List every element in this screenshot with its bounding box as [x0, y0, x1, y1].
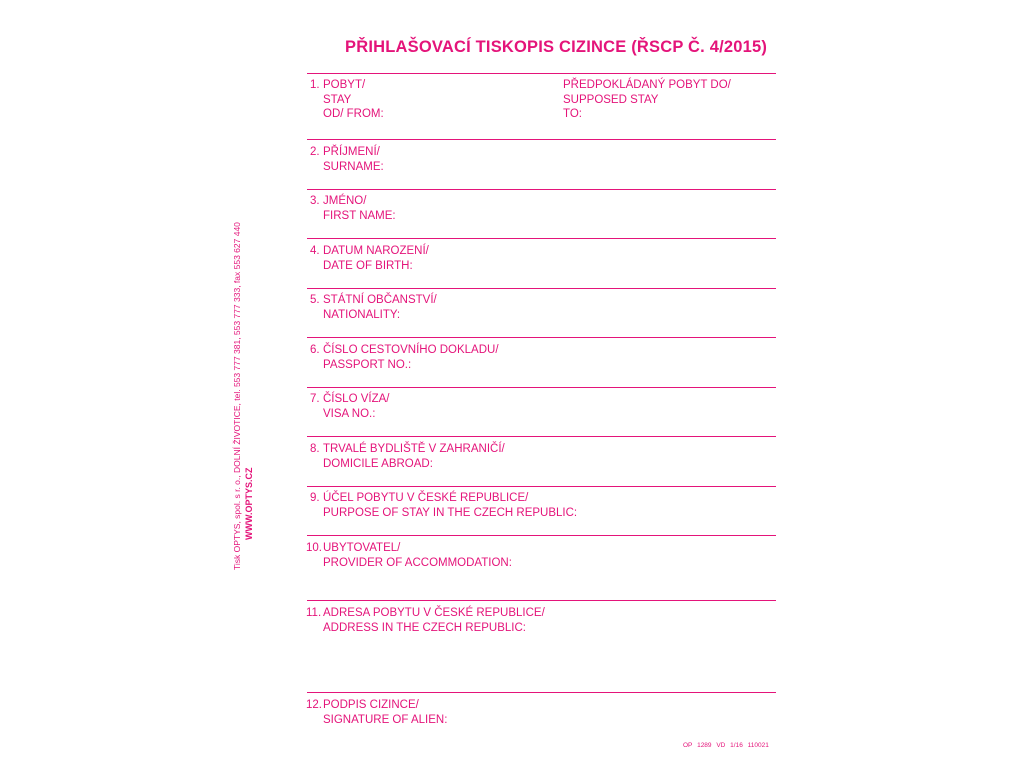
field-label-en: SURNAME: — [323, 160, 384, 173]
field-passport-no — [310, 343, 499, 372]
divider-line — [307, 535, 776, 536]
field-accommodation-provider — [306, 541, 512, 570]
field-stay-to — [563, 78, 731, 122]
field-label-en: DOMICILE ABROAD: — [323, 457, 433, 470]
field-number: 11. — [306, 607, 322, 619]
field-label-cz: ČÍSLO CESTOVNÍHO DOKLADU/ — [323, 344, 499, 356]
field-number: 7. — [310, 393, 320, 405]
field-signature — [306, 698, 447, 727]
field-nationality — [310, 293, 437, 322]
field-label-cz: STÁTNÍ OBČANSTVÍ/ — [323, 294, 437, 306]
field-label-en-2: TO: — [563, 108, 582, 120]
field-label-en: PASSPORT NO.: — [323, 358, 412, 371]
field-label-cz: PODPIS CIZINCE/ — [323, 699, 419, 711]
field-label-cz: POBYT/ — [323, 79, 366, 91]
form-code: OP 1289 VD 1/16 110021 — [683, 742, 769, 749]
field-visa-no — [310, 392, 389, 421]
field-address-in-cz — [306, 606, 545, 635]
field-number: 3. — [310, 195, 320, 207]
divider-line — [307, 139, 776, 140]
field-label-en: ADDRESS IN THE CZECH REPUBLIC: — [323, 621, 526, 634]
field-label-en: SUPPOSED STAY — [563, 93, 659, 106]
divider-line — [307, 600, 776, 601]
field-label-en: PROVIDER OF ACCOMMODATION: — [323, 556, 512, 569]
field-label-cz: UBYTOVATEL/ — [323, 542, 401, 554]
field-label-en: VISA NO.: — [323, 407, 376, 420]
divider-line — [307, 189, 776, 190]
field-domicile-abroad — [310, 442, 505, 471]
printer-website: WWW.OPTYS.CZ — [244, 467, 254, 540]
divider-line — [307, 238, 776, 239]
divider-line — [307, 436, 776, 437]
field-number: 5. — [310, 294, 320, 306]
field-label-cz: ADRESA POBYTU V ČESKÉ REPUBLICE/ — [323, 607, 545, 619]
form-title: PŘIHLAŠOVACÍ TISKOPIS CIZINCE (ŘSCP Č. 4/2015) — [345, 38, 768, 56]
field-label-en: PURPOSE OF STAY IN THE CZECH REPUBLIC: — [323, 506, 578, 519]
divider-line — [307, 486, 776, 487]
field-label-en: NATIONALITY: — [323, 308, 401, 321]
field-purpose-of-stay — [310, 491, 577, 520]
field-label-en: FIRST NAME: — [323, 209, 396, 222]
field-label-cz: PŘÍJMENÍ/ — [323, 146, 380, 158]
divider-line — [307, 337, 776, 338]
divider-line — [307, 692, 776, 693]
field-number: 9. — [310, 492, 320, 504]
field-surname — [310, 145, 384, 174]
field-stay-from — [310, 78, 384, 122]
field-label-cz: ÚČEL POBYTU V ČESKÉ REPUBLICE/ — [323, 492, 529, 504]
divider-line — [307, 288, 776, 289]
field-number: 12. — [306, 699, 322, 711]
field-label-en: DATE OF BIRTH: — [323, 259, 413, 272]
printer-imprint — [231, 222, 255, 570]
field-label-cz: PŘEDPOKLÁDANÝ POBYT DO/ — [563, 79, 731, 91]
field-label-en-2: OD/ FROM: — [323, 108, 384, 120]
field-number: 1. — [310, 79, 320, 91]
field-date-of-birth — [310, 244, 429, 273]
field-number: 6. — [310, 344, 320, 356]
field-label-cz: TRVALÉ BYDLIŠTĚ V ZAHRANIČÍ/ — [323, 443, 505, 455]
field-label-cz: JMÉNO/ — [323, 195, 367, 207]
field-label-en: STAY — [323, 93, 352, 106]
field-label-en: SIGNATURE OF ALIEN: — [323, 713, 448, 726]
divider-line — [307, 73, 776, 74]
field-number: 8. — [310, 443, 320, 455]
field-label-cz: DATUM NAROZENÍ/ — [323, 245, 429, 257]
field-number: 4. — [310, 245, 320, 257]
printer-imprint-text: Tisk OPTYS, spol. s r. o., DOLNÍ ŽIVOTICE, tel. 553 777 381, 553 777 333, fax 553 627 440 — [232, 222, 242, 570]
field-number: 10. — [306, 542, 322, 554]
divider-line — [307, 387, 776, 388]
field-label-cz: ČÍSLO VÍZA/ — [323, 393, 390, 405]
field-first-name — [310, 194, 396, 223]
field-number: 2. — [310, 146, 320, 158]
